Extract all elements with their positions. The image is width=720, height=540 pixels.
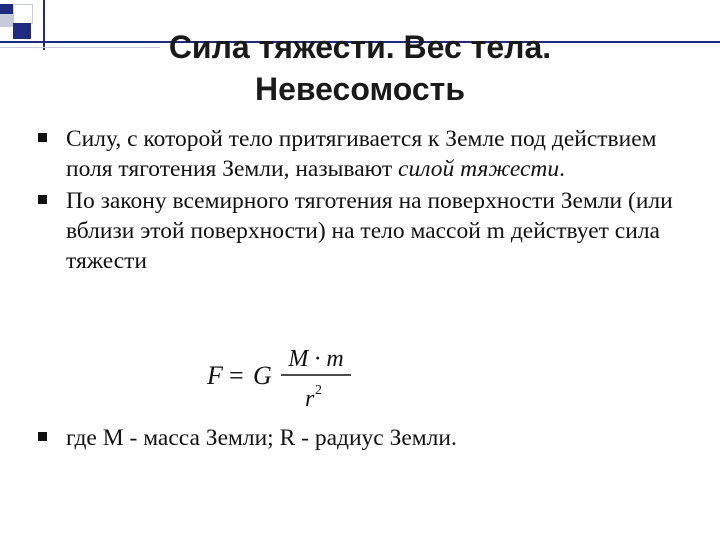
formula-lhs: F <box>207 361 223 390</box>
square-bullet-icon <box>38 195 47 204</box>
bullet-tail: . <box>559 156 566 182</box>
corner-square-white <box>0 27 13 41</box>
corner-square-dark-bottom <box>13 23 31 39</box>
list-item <box>36 124 696 184</box>
formula-constant: G <box>253 361 272 390</box>
bullet-list <box>36 124 696 276</box>
list-item <box>36 423 696 453</box>
bullet-text: где M - масса Земли; R - радиус Земли. <box>66 425 457 451</box>
formula-numerator: M · m <box>288 346 344 372</box>
bullet-emphasis: силой тяжести <box>398 156 560 182</box>
title-line-2: Невесомость <box>255 71 465 107</box>
formula-equals: = <box>229 361 244 390</box>
formula-denominator-base: r <box>305 386 315 412</box>
corner-square-dark-top <box>0 4 13 14</box>
list-item <box>36 186 696 276</box>
bullet-text: По закону всемирного тяготения на поверхности Земли (или вблизи этой поверхности) на тело массой m действует сила тяжести <box>66 188 673 274</box>
title-line-1: Сила тяжести. Вес тела. <box>168 29 552 65</box>
page-title <box>60 26 660 110</box>
square-bullet-icon <box>38 133 47 142</box>
square-bullet-icon <box>38 432 47 441</box>
corner-square-outline <box>13 4 33 24</box>
gravity-formula <box>205 342 365 412</box>
corner-square-light <box>0 14 13 27</box>
bullet-text: Силу, с которой тело притягивается к Земле под действием поля тяготения Земли, называют <box>66 126 657 182</box>
formula-denominator-exponent: 2 <box>315 383 322 398</box>
